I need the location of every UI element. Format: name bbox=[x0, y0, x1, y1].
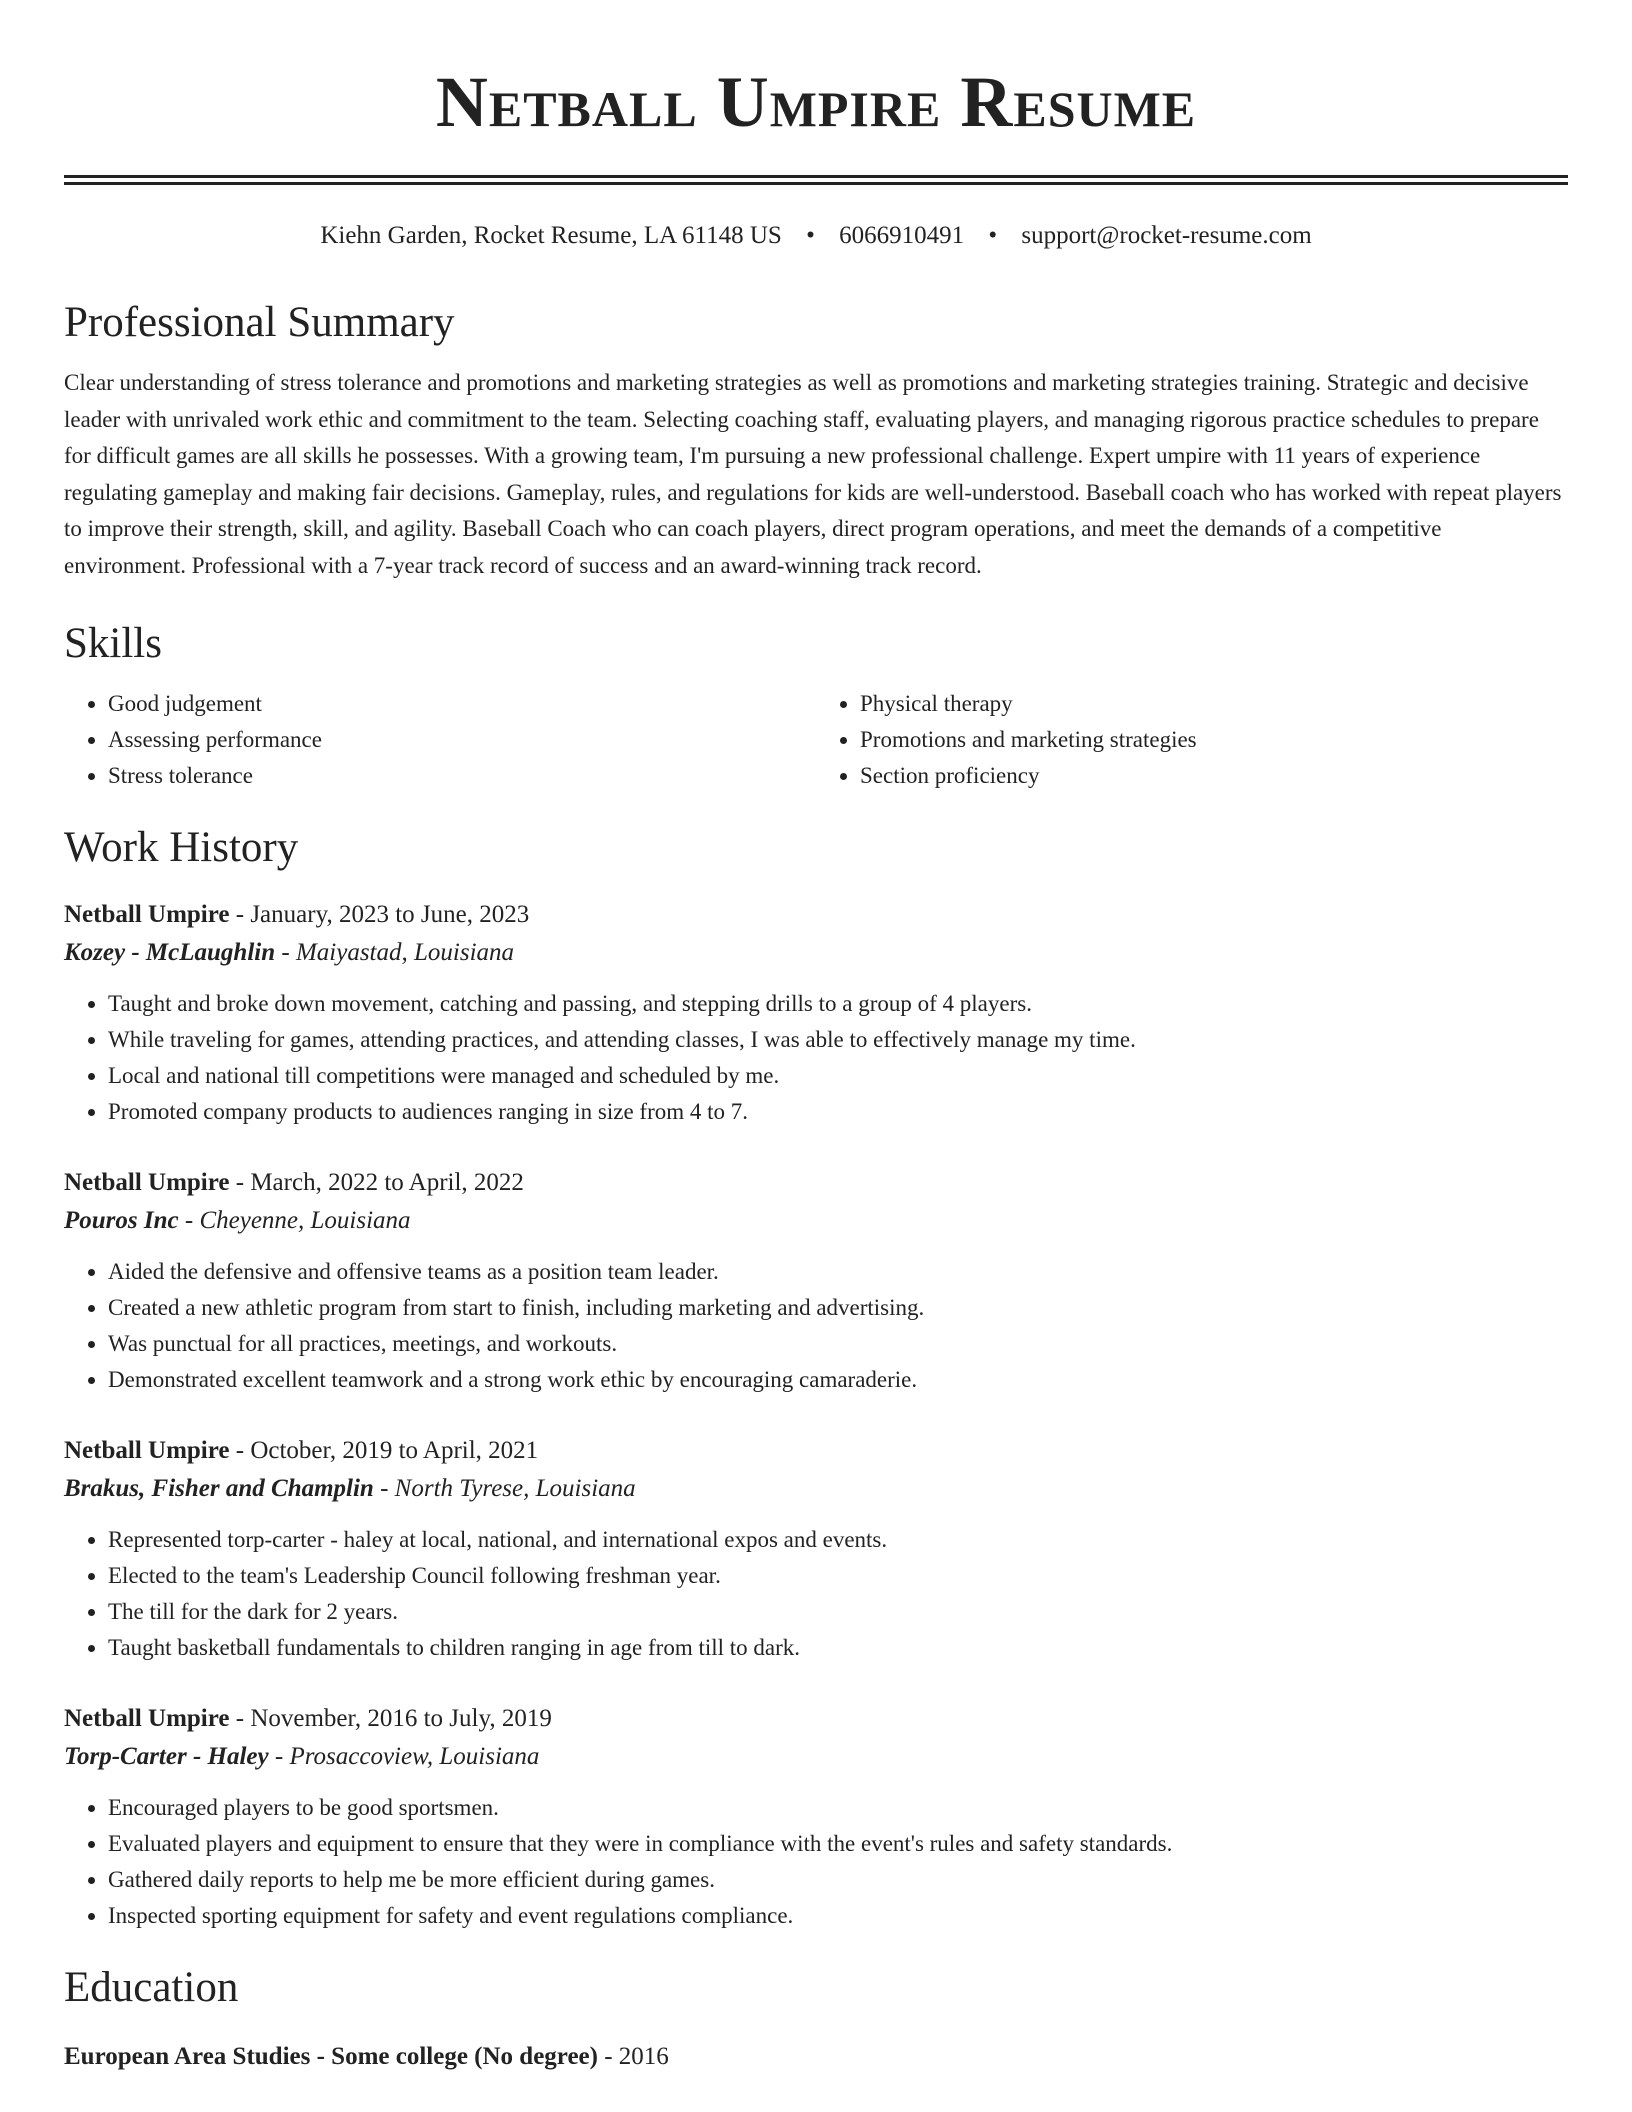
job-bullet: • Created a new athletic program from start to finish, including marketing and advertising. bbox=[108, 1290, 1568, 1326]
work-history-heading: Work History bbox=[64, 824, 299, 871]
contact-separator: • bbox=[988, 222, 998, 249]
job-location: - Maiyastad, Louisiana bbox=[275, 939, 515, 966]
contact-email: support@rocket-resume.com bbox=[1021, 222, 1312, 249]
job-company-line bbox=[64, 1470, 1568, 1508]
job-title-line bbox=[64, 1432, 1568, 1470]
skills-list bbox=[64, 686, 1568, 794]
job-company: Torp-Carter - Haley bbox=[64, 1743, 269, 1770]
job-title-line bbox=[64, 896, 1568, 934]
job-bullets bbox=[64, 1254, 1568, 1398]
skill-item: • Physical therapy bbox=[860, 686, 1568, 722]
skill-item: • Assessing performance bbox=[108, 722, 816, 758]
summary-heading: Professional Summary bbox=[64, 299, 455, 346]
job-bullet: • Elected to the team's Leadership Council following freshman year. bbox=[108, 1558, 1568, 1594]
contact-phone: 6066910491 bbox=[839, 222, 965, 249]
job-dates: - November, 2016 to July, 2019 bbox=[229, 1705, 552, 1732]
job-entry bbox=[64, 1700, 1568, 1934]
contact-line bbox=[64, 221, 1568, 251]
contact-address: Kiehn Garden, Rocket Resume, LA 61148 US bbox=[320, 222, 782, 249]
job-bullet: • Gathered daily reports to help me be more efficient during games. bbox=[108, 1862, 1568, 1898]
summary-text: Clear understanding of stress tolerance and promotions and marketing strategies as well as promotions and marketing strategies training. Strategic and decisive leader with unrivaled work ethic and commitment to the team. Selecting coaching staff, evaluating players, and managing rigorous practice schedules to prepare for difficult games are all skills he possesses. With a growing team, I'm pursuing a new professional challenge. Expert umpire with 11 years of experience regulating gameplay and making fair decisions. Gameplay, rules, and regulations for kids are well-understood. Baseball coach who has worked with repeat players to improve their strength, skill, and agility. Baseball Coach who can coach players, direct program operations, and meet the demands of a competitive environment. Professional with a 7-year track record of success and an award-winning track record. bbox=[64, 370, 1562, 578]
job-entry bbox=[64, 896, 1568, 1130]
skills-heading: Skills bbox=[64, 620, 162, 667]
job-company-line bbox=[64, 934, 1568, 972]
job-bullet: • Taught basketball fundamentals to children ranging in age from till to dark. bbox=[108, 1630, 1568, 1666]
skills-column-left bbox=[64, 686, 816, 794]
skill-item: • Stress tolerance bbox=[108, 758, 816, 794]
page-title: Netball Umpire Resume bbox=[435, 62, 1197, 142]
title-divider bbox=[64, 175, 1568, 185]
job-title-line bbox=[64, 1164, 1568, 1202]
skills-column-right bbox=[816, 686, 1568, 794]
job-dates: - January, 2023 to June, 2023 bbox=[229, 901, 530, 928]
job-location: - North Tyrese, Louisiana bbox=[373, 1475, 636, 1502]
skill-item: • Good judgement bbox=[108, 686, 816, 722]
job-bullet: • The till for the dark for 2 years. bbox=[108, 1594, 1568, 1630]
job-company: Kozey - McLaughlin bbox=[64, 939, 276, 966]
job-location: - Prosaccoview, Louisiana bbox=[268, 1743, 540, 1770]
job-dates: - March, 2022 to April, 2022 bbox=[229, 1169, 524, 1196]
job-company: Pouros Inc bbox=[64, 1207, 179, 1234]
job-entry bbox=[64, 1432, 1568, 1666]
job-bullet: • Represented torp-carter - haley at local, national, and international expos and events. bbox=[108, 1522, 1568, 1558]
job-entry bbox=[64, 1164, 1568, 1398]
job-title: Netball Umpire bbox=[64, 901, 230, 928]
job-title-line bbox=[64, 1700, 1568, 1738]
job-bullet: • Encouraged players to be good sportsmen. bbox=[108, 1790, 1568, 1826]
education-entry bbox=[64, 2038, 1568, 2076]
contact-separator: • bbox=[806, 222, 815, 249]
job-dates: - October, 2019 to April, 2021 bbox=[229, 1437, 539, 1464]
education-year: - 2016 bbox=[597, 2043, 669, 2070]
job-title: Netball Umpire bbox=[64, 1169, 230, 1196]
job-title: Netball Umpire bbox=[64, 1437, 230, 1464]
job-bullet: • Promoted company products to audiences ranging in size from 4 to 7. bbox=[108, 1094, 1568, 1130]
education-degree: European Area Studies - Some college (No degree) bbox=[64, 2043, 598, 2070]
job-bullet: • While traveling for games, attending practices, and attending classes, I was able to effectively manage my time. bbox=[108, 1022, 1568, 1058]
job-bullet: • Evaluated players and equipment to ensure that they were in compliance with the event's rules and safety standards. bbox=[108, 1826, 1568, 1862]
job-location: - Cheyenne, Louisiana bbox=[178, 1207, 411, 1234]
skill-item: • Section proficiency bbox=[860, 758, 1568, 794]
job-bullet: • Was punctual for all practices, meetings, and workouts. bbox=[108, 1326, 1568, 1362]
job-bullet: • Aided the defensive and offensive teams as a position team leader. bbox=[108, 1254, 1568, 1290]
job-bullets bbox=[64, 1790, 1568, 1934]
education-heading: Education bbox=[64, 1964, 239, 2011]
job-bullets bbox=[64, 1522, 1568, 1666]
job-bullet: • Taught and broke down movement, catching and passing, and stepping drills to a group of 4 players. bbox=[108, 986, 1568, 1022]
job-bullet: • Local and national till competitions were managed and scheduled by me. bbox=[108, 1058, 1568, 1094]
job-company-line bbox=[64, 1738, 1568, 1776]
job-bullet: • Inspected sporting equipment for safety and event regulations compliance. bbox=[108, 1898, 1568, 1934]
job-company-line bbox=[64, 1202, 1568, 1240]
job-title: Netball Umpire bbox=[64, 1705, 230, 1732]
job-company: Brakus, Fisher and Champlin bbox=[64, 1475, 374, 1502]
skill-item: • Promotions and marketing strategies bbox=[860, 722, 1568, 758]
job-bullet: • Demonstrated excellent teamwork and a strong work ethic by encouraging camaraderie. bbox=[108, 1362, 1568, 1398]
job-bullets bbox=[64, 986, 1568, 1130]
